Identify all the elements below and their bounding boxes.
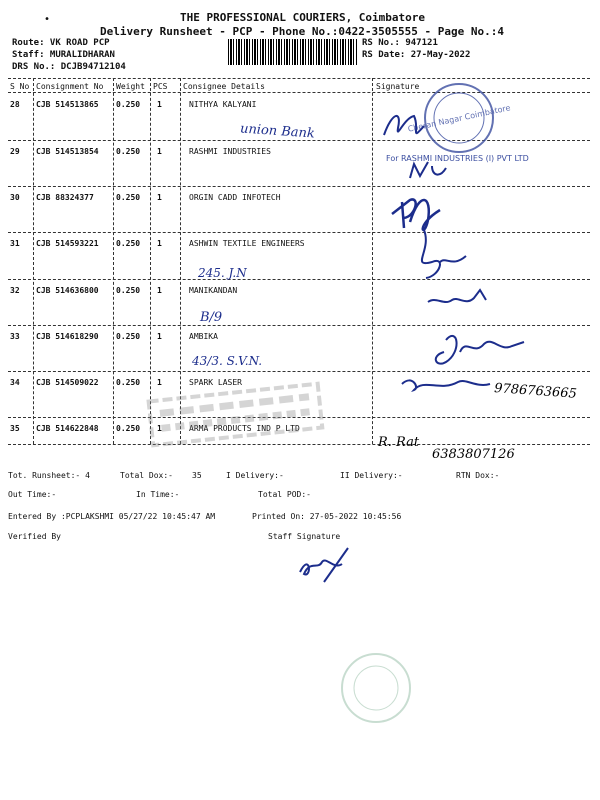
row-pcs: 1 — [157, 239, 162, 248]
col-header-pcs: PCS — [153, 82, 168, 91]
route: Route: VK ROAD PCP — [12, 38, 110, 48]
faint-round-stamp — [342, 654, 410, 722]
entered-by: Entered By :PCPLAKSHMI 05/27/22 10:45:47 AM — [8, 512, 216, 521]
row-pcs: 1 — [157, 193, 162, 202]
col-header-signature: Signature — [376, 82, 420, 91]
round-stamp-text: Cheran Nagar Coimbatore — [406, 103, 512, 134]
handwritten-note: B/9 — [200, 310, 223, 325]
out-time: Out Time:- — [8, 490, 57, 499]
row-pcs: 1 — [157, 100, 162, 109]
row-sno: 34 — [10, 378, 20, 387]
rashmi-stamp: For RASHMI INDUSTRIES (I) PVT LTD — [386, 154, 529, 163]
signature-mark — [410, 162, 446, 178]
row-consignee: RASHMI INDUSTRIES — [189, 147, 271, 156]
row-consignment-no: CJB 514618290 — [36, 332, 99, 341]
row34-phone: 9786763665 — [493, 381, 578, 402]
row35-initials: R. Rat — [378, 435, 420, 450]
ii-delivery: II Delivery:- — [340, 471, 403, 480]
row-weight: 0.250 — [116, 100, 141, 109]
row-consignee: AMBIKA — [189, 332, 218, 341]
verified-by: Verified By — [8, 532, 61, 541]
signature-mark — [422, 230, 466, 278]
row-weight: 0.250 — [116, 147, 141, 156]
row-sno: 29 — [10, 147, 20, 156]
row-pcs: 1 — [157, 378, 162, 387]
col-header-consignee: Consignee Details — [183, 82, 265, 91]
row-sno: 28 — [10, 100, 20, 109]
header-dot: • — [44, 14, 51, 25]
total-dox-value: 35 — [192, 471, 202, 480]
rs-date: RS Date: 27-May-2022 — [362, 50, 471, 60]
rs-number: RS No.: 947121 — [362, 38, 438, 48]
row-consignment-no: CJB 514593221 — [36, 239, 99, 248]
staff-signature-label: Staff Signature — [268, 532, 341, 541]
row-pcs: 1 — [157, 147, 162, 156]
row-weight: 0.250 — [116, 332, 141, 341]
handwritten-note: union Bank — [239, 121, 316, 142]
row-consignment-no: CJB 514622848 — [36, 424, 99, 433]
total-dox-label: Total Dox:- — [120, 471, 173, 480]
row-consignment-no: CJB 514513865 — [36, 100, 99, 109]
faded-stamp — [149, 384, 323, 446]
signature-mark — [402, 380, 490, 390]
signature-mark — [428, 290, 486, 302]
row-consignee: NITHYA KALYANI — [189, 100, 257, 109]
row-weight: 0.250 — [116, 378, 141, 387]
total-pod: Total POD:- — [258, 490, 311, 499]
row-pcs: 1 — [157, 332, 162, 341]
row-weight: 0.250 — [116, 193, 141, 202]
row-pcs: 1 — [157, 286, 162, 295]
col-header-consignment: Consignment No — [36, 82, 104, 91]
drs-number: DRS No.: DCJB94712104 — [12, 62, 126, 72]
col-header-sno: S No — [10, 82, 30, 91]
row-weight: 0.250 — [116, 239, 141, 248]
row-consignee: ARMA PRODUCTS IND P LTD — [189, 424, 300, 433]
staff-name: Staff: MURALIDHARAN — [12, 50, 115, 60]
row-consignee: MANIKANDAN — [189, 286, 238, 295]
row-consignee: ORGIN CADD INFOTECH — [189, 193, 281, 202]
signature-mark — [436, 336, 524, 364]
row-weight: 0.250 — [116, 424, 141, 433]
col-header-weight: Weight — [116, 82, 145, 91]
tot-runsheet: Tot. Runsheet:- 4 — [8, 471, 90, 480]
runsheet-title: Delivery Runsheet - PCP - Phone No.:0422-3505555 - Page No.:4 — [100, 25, 504, 38]
signature-mark — [392, 199, 440, 229]
rtn-dox: RTN Dox:- — [456, 471, 500, 480]
handwritten-note: 245. J.N — [198, 266, 247, 280]
row-consignment-no: CJB 514513854 — [36, 147, 99, 156]
round-stamp — [407, 84, 511, 152]
row-sno: 30 — [10, 193, 20, 202]
row-consignment-no: CJB 514509022 — [36, 378, 99, 387]
row-consignment-no: CJB 514636800 — [36, 286, 99, 295]
row-consignee: ASHWIN TEXTILE ENGINEERS — [189, 239, 305, 248]
row-sno: 33 — [10, 332, 20, 341]
i-delivery: I Delivery:- — [226, 471, 284, 480]
row-sno: 35 — [10, 424, 20, 433]
row-sno: 31 — [10, 239, 20, 248]
row-consignee: SPARK LASER — [189, 378, 242, 387]
row-sno: 32 — [10, 286, 20, 295]
row-weight: 0.250 — [116, 286, 141, 295]
staff-signature-mark — [300, 548, 348, 582]
in-time: In Time:- — [136, 490, 180, 499]
company-title: THE PROFESSIONAL COURIERS, Coimbatore — [180, 11, 426, 24]
printed-on: Printed On: 27-05-2022 10:45:56 — [252, 512, 402, 521]
row-pcs: 1 — [157, 424, 162, 433]
row-consignment-no: CJB 88324377 — [36, 193, 94, 202]
row35-phone: 6383807126 — [432, 447, 515, 462]
handwritten-note: 43/3. S.V.N. — [192, 354, 263, 368]
